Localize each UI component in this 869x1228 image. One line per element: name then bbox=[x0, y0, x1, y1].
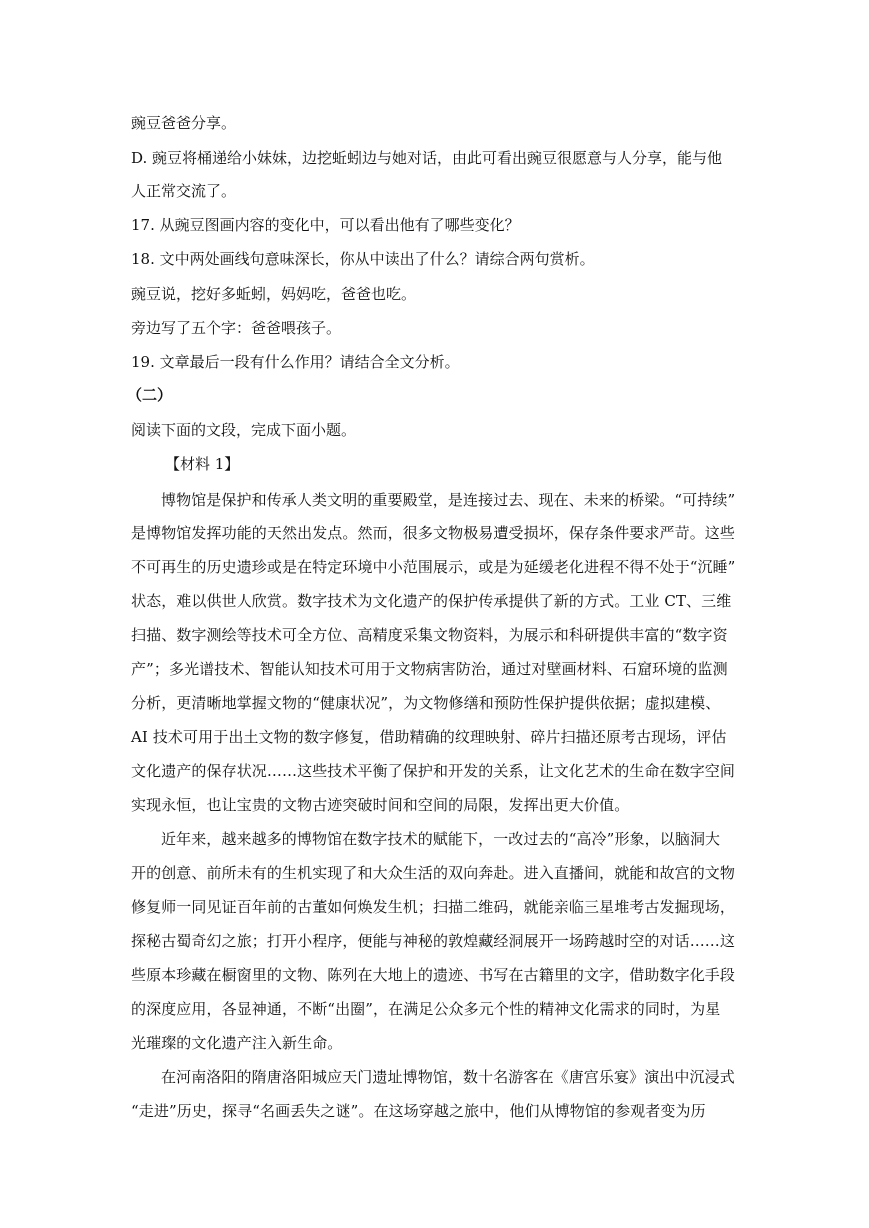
material-1-heading: 【材料 1】 bbox=[165, 455, 240, 473]
paragraph-line: 产”；多光谱技术、智能认知技术可用于文物病害防治，通过对壁画材料、石窟环境的监测 bbox=[131, 660, 728, 678]
paragraph-line: 分析，更清晰地掌握文物的“健康状况”，为文物修缮和预防性保护提供依据；虚拟建模、 bbox=[131, 694, 721, 712]
paragraph-line: 的深度应用，各显神通，不断“出圈”，在满足公众多元个性的精神文化需求的同时，为星 bbox=[131, 1000, 721, 1018]
text-line: 豌豆爸爸分享。 bbox=[131, 114, 237, 132]
paragraph-line: 文化遗产的保存状况……这些技术平衡了保护和开发的关系，让文化艺术的生命在数字空间 bbox=[131, 762, 736, 780]
section-heading: （二） bbox=[127, 386, 173, 404]
question-19: 19. 文章最后一段有什么作用？请结合全文分析。 bbox=[131, 353, 460, 371]
paragraph-line: 不可再生的历史遗珍或是在特定环境中小范围展示，或是为延缓老化进程不得不处于“沉睡” bbox=[131, 558, 736, 576]
paragraph-line: 开的创意、前所未有的生机实现了和大众生活的双向奔赴。进入直播间，就能和故宫的文物 bbox=[131, 864, 736, 882]
paragraph-line: 是博物馆发挥功能的天然出发点。然而，很多文物极易遭受损坏，保存条件要求严苛。这些 bbox=[131, 524, 736, 542]
question-17: 17. 从豌豆图画内容的变化中，可以看出他有了哪些变化？ bbox=[131, 216, 520, 234]
paragraph-line: 扫描、数字测绘等技术可全方位、高精度采集文物资料，为展示和科研提供丰富的“数字资 bbox=[131, 626, 728, 644]
paragraph-line: 在河南洛阳的隋唐洛阳城应天门遗址博物馆，数十名游客在《唐宫乐宴》演出中沉浸式 bbox=[161, 1068, 735, 1086]
paragraph-line: 修复师一同见证百年前的古董如何焕发生机；扫描二维码，就能亲临三星堆考古发掘现场， bbox=[131, 898, 736, 916]
paragraph-line: 博物馆是保护和传承人类文明的重要殿堂，是连接过去、现在、未来的桥梁。“可持续” bbox=[161, 491, 736, 509]
paragraph-line: 状态，难以供世人欣赏。数字技术为文化遗产的保护传承提供了新的方式。工业 CT、三维 bbox=[131, 592, 732, 610]
quoted-sentence-2: 旁边写了五个字：爸爸喂孩子。 bbox=[131, 319, 342, 337]
paragraph-line: 光璀璨的文化遗产注入新生命。 bbox=[131, 1034, 343, 1052]
instruction-line: 阅读下面的文段，完成下面小题。 bbox=[131, 421, 357, 439]
paragraph-line: “走进”历史，探寻“名画丢失之谜”。在这场穿越之旅中，他们从博物馆的参观者变为历 bbox=[131, 1102, 706, 1120]
paragraph-line: AI 技术可用于出土文物的数字修复，借助精确的纹理映射、碎片扫描还原考古现场，评估 bbox=[131, 728, 727, 746]
paragraph-line: 些原本珍藏在橱窗里的文物、陈列在大地上的遗迹、书写在古籍里的文字，借助数字化手段 bbox=[131, 966, 736, 984]
paragraph-line: 近年来，越来越多的博物馆在数字技术的赋能下，一改过去的“高冷”形象，以脑洞大 bbox=[161, 830, 721, 848]
quoted-sentence-1: 豌豆说，挖好多蚯蚓，妈妈吃，爸爸也吃。 bbox=[131, 285, 417, 303]
option-d-line-2: 人正常交流了。 bbox=[131, 182, 237, 200]
paragraph-line: 实现永恒，也让宝贵的文物古迹突破时间和空间的局限，发挥出更大价值。 bbox=[131, 796, 630, 814]
option-d-line-1: D. 豌豆将桶递给小妹妹，边挖蚯蚓边与她对话，由此可看出豌豆很愿意与人分享，能与他 bbox=[131, 149, 723, 167]
paragraph-line: 探秘古蜀奇幻之旅；打开小程序，便能与神秘的敦煌藏经洞展开一场跨越时空的对话……这 bbox=[131, 932, 736, 950]
question-18: 18. 文中两处画线句意味深长，你从中读出了什么？请综合两句赏析。 bbox=[131, 250, 595, 268]
